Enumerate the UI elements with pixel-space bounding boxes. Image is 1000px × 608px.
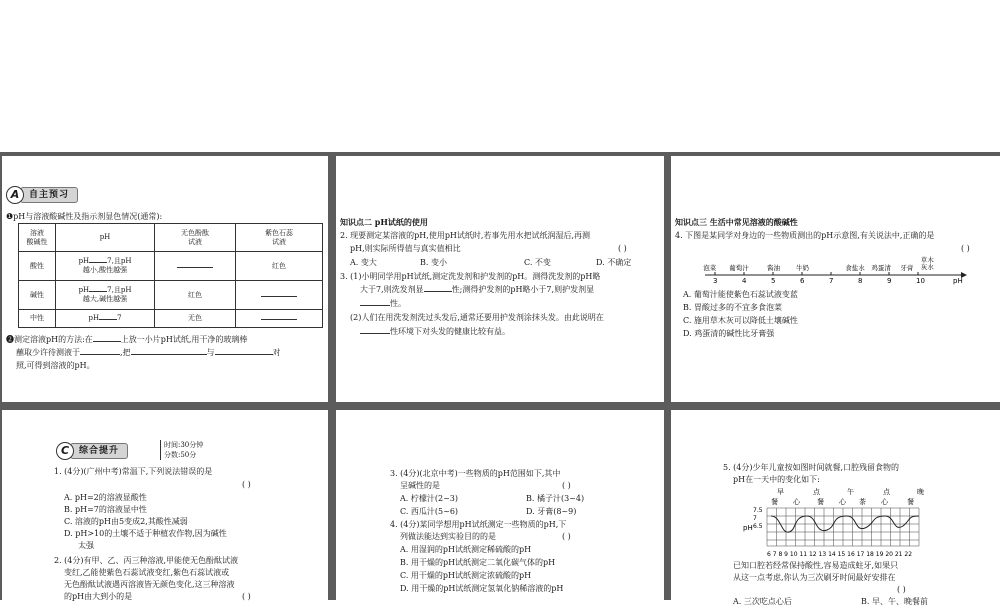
meal-label-2: 茶: [859, 498, 866, 506]
ph-scale-substance-label: 酱油: [767, 264, 780, 272]
y-tick-label: 7: [753, 515, 757, 522]
q4-text: 4. 下图是某同学对身边的一些物质测出的pH示意图,有关说法中,正确的是: [675, 231, 935, 240]
panel-knowledge-2: [336, 156, 664, 402]
heading-knowledge-2: 知识点二 pH试纸的使用: [340, 217, 428, 227]
cell-red: 红色: [155, 281, 236, 310]
q2-option-d[interactable]: D. 不确定: [596, 258, 632, 267]
q4-option-b[interactable]: B. 胃酸过多的不宜多食泡菜: [683, 303, 782, 312]
meal-label-2: 心: [793, 498, 800, 506]
meal-label-2: 餐: [817, 498, 824, 506]
q1-option-c[interactable]: C. 溶液的pH由5变成2,其酸性减弱: [64, 517, 188, 526]
q3-c: 性;测得护发剂的pH略小于7,则护发剂显: [451, 285, 595, 294]
indicator-table: [18, 223, 323, 328]
meal-label: 点: [883, 488, 890, 496]
badge-title: 综合提升: [70, 443, 128, 459]
item2-f: 对: [272, 348, 281, 357]
q2-line3: 无色酚酞试液遇丙溶液皆无颜色变化,这三种溶液: [64, 580, 235, 589]
blank[interactable]: [177, 267, 213, 268]
item2-b: 上放一小片pH试纸,用干净的玻璃棒: [120, 335, 248, 344]
time-limit: 时间:30分钟: [164, 441, 204, 449]
blank[interactable]: [360, 333, 390, 334]
blank[interactable]: [261, 319, 297, 320]
cell-ph: pH: [78, 257, 90, 265]
q2-line1: 2. (4分)有甲、乙、丙三种溶液,甲能使无色酚酞试液: [54, 556, 239, 565]
q5-paren: ( ): [897, 585, 906, 594]
q3-paren: ( ): [562, 481, 571, 490]
q4-line2: 列做法能达到实验目的的是: [400, 532, 496, 541]
score-total: 分数:50分: [164, 451, 197, 459]
q3-line5: [360, 326, 510, 338]
q4-option-c[interactable]: C. 施用草木灰可以降低土壤碱性: [683, 316, 798, 325]
ph-scale-substance-label: 灰水: [920, 263, 934, 271]
q2-line1: 2. 现要测定某溶液的pH,使用pH试纸时,若事先用水把试纸润湿后,再测: [340, 231, 590, 240]
q3-line4: (2)人们在用洗发剂洗过头发后,通常还要用护发剂涂抹头发。由此说明在: [350, 313, 604, 322]
q2-paren: ( ): [618, 244, 627, 253]
q2-option-b[interactable]: B. 变小: [420, 258, 447, 267]
q3-line3: [360, 298, 406, 310]
panel-questions-3-4: [336, 410, 664, 600]
q4-option-b[interactable]: B. 用干燥的pH试纸测定二氧化碳气体的pH: [400, 558, 556, 567]
ph-unit: pH: [953, 277, 963, 285]
ph-scale-substance-label: 鸡蛋清: [871, 264, 891, 272]
row-acid-label: 酸性: [19, 252, 56, 281]
ph-scale-substance-label: 牛奶: [796, 264, 809, 272]
q3-line2: 呈碱性的是: [400, 481, 440, 490]
ph-scale-tick-label: 3: [713, 277, 718, 285]
blank[interactable]: [93, 341, 121, 342]
blank[interactable]: [424, 291, 452, 292]
ph-scale-substance-label: 食盐水: [845, 264, 865, 272]
q5-option-a[interactable]: A. 三次吃点心后: [733, 597, 792, 606]
item2-e: 与: [206, 348, 215, 357]
ph-scale-substance-label: 葡萄汁: [729, 264, 749, 272]
q4-paren: ( ): [961, 244, 970, 253]
q1-text: 1. (4分)(广州中考)常温下,下列说法错误的是: [54, 467, 213, 476]
ph-scale-tick-label: 10: [916, 277, 925, 285]
panel-question-5: [671, 410, 1000, 606]
cell-ph-b: 7: [117, 314, 122, 322]
y-tick-label: 6.5: [753, 523, 763, 530]
q2-line2: 变红,乙能使紫色石蕊试液变红,紫色石蕊试液或: [64, 568, 230, 577]
heading-knowledge-3: 知识点三 生活中常见溶液的酸碱性: [675, 217, 798, 227]
meal-label-2: 餐: [907, 498, 914, 506]
q3-option-c[interactable]: C. 西瓜汁(5~6): [400, 507, 459, 516]
item2-c: 蘸取少许待测液于: [16, 348, 80, 357]
blank[interactable]: [89, 262, 107, 263]
blank[interactable]: [89, 291, 107, 292]
cell-ph-c: 越小,酸性越强: [82, 266, 128, 274]
ph-scale-tick-label: 8: [858, 277, 863, 285]
meal-label: 午: [847, 488, 854, 496]
blank[interactable]: [215, 354, 273, 355]
q4-option-a[interactable]: A. 用湿润的pH试纸测定稀硫酸的pH: [400, 545, 532, 554]
panel-knowledge-3: [671, 156, 1000, 402]
top-blank-area: [0, 0, 1000, 152]
q2-paren: ( ): [242, 592, 251, 601]
q2-line2: pH,则实际所得值与真实值相比: [350, 244, 461, 253]
cell-ph-b: 7,且pH: [107, 257, 132, 265]
ph-scale-substance-label: 草木: [920, 256, 934, 264]
panel-comprehensive: [2, 410, 328, 600]
x-axis-ticks: 6 7 8 9 10 11 12 13 14 15 16 17 18 19 20 21 22: [767, 551, 913, 558]
y-axis-label: pH: [743, 524, 753, 532]
row-base-label: 碱性: [19, 281, 56, 310]
item2-d: ,把: [120, 348, 131, 357]
cell-red: 红色: [236, 252, 323, 281]
th-litmus: 紫色石蕊: [265, 228, 293, 237]
q1-paren: ( ): [242, 480, 251, 489]
time-score-box: [160, 440, 203, 460]
q1-option-b[interactable]: B. pH=7的溶液显中性: [64, 505, 147, 514]
gutter-horizontal-middle: [0, 402, 1000, 410]
q4-paren: ( ): [562, 532, 571, 541]
panel-preview: [2, 156, 328, 402]
q5-option-b[interactable]: B. 早、午、晚餐前: [861, 597, 928, 606]
ph-meal-chart: [731, 486, 941, 558]
ph-scale-substance-label: 牙膏: [900, 264, 914, 272]
badge-letter: C: [56, 442, 74, 460]
q4-option-d[interactable]: D. 用干燥的pH试纸测定氢氧化钠稀溶液的pH: [400, 584, 564, 593]
badge-title: 自主预习: [20, 187, 78, 203]
meal-label-2: 心: [839, 498, 846, 506]
q1-option-d[interactable]: D. pH>10的土壤不适于种植农作物,因为碱性: [64, 529, 227, 538]
section-badge-c: [56, 442, 128, 460]
meal-label-2: 心: [881, 498, 888, 506]
q4-option-c[interactable]: C. 用干燥的pH试纸测定浓硫酸的pH: [400, 571, 532, 580]
meal-label: 点: [813, 488, 820, 496]
q3-f: 性环境下对头发的健康比较有益。: [390, 327, 510, 336]
item2-a: ❷测定溶液pH的方法:在: [6, 335, 93, 344]
cell-ph-c: 越大,碱性越强: [82, 295, 128, 303]
q5-line1: 5. (4分)少年儿童按如图时间就餐,口腔残留食物的: [723, 463, 900, 472]
cell-ph-b: 7,且pH: [107, 286, 132, 294]
ph-scale-tick-label: 7: [829, 277, 834, 285]
q4-option-d[interactable]: D. 鸡蛋清的碱性比牙膏强: [683, 329, 775, 338]
th-litmus-b: 试液: [272, 237, 286, 246]
q2-option-c[interactable]: C. 不变: [524, 258, 551, 267]
th-phenol-b: 试液: [188, 237, 202, 246]
th-phenol: 无色酚酞: [181, 228, 209, 237]
q2-line4: 的pH由大到小的是: [64, 592, 133, 601]
y-tick-label: 7.5: [753, 507, 763, 514]
th-solution-b: 酸碱性: [26, 237, 48, 246]
meal-label: 早: [777, 488, 784, 496]
q3-option-b[interactable]: B. 橘子汁(3~4): [526, 494, 585, 503]
badge-letter: A: [6, 186, 24, 204]
gutter-vertical-left: [328, 152, 336, 600]
gutter-vertical-right: [664, 152, 671, 600]
blank[interactable]: [131, 354, 207, 355]
ph-scale-tick-label: 4: [742, 277, 747, 285]
cell-ph: pH: [88, 314, 100, 322]
blank[interactable]: [99, 319, 117, 320]
q4-line1: 4. (4分)某同学想用pH试纸测定一些物质的pH,下: [390, 520, 567, 529]
q1-option-d-cont: 太强: [78, 541, 94, 550]
q4-option-a[interactable]: A. 葡萄汁能使紫色石蕊试液变蓝: [683, 290, 798, 299]
ph-scale-diagram: [701, 256, 991, 288]
q3-b: 大于7,则洗发剂显: [360, 285, 424, 294]
q3-line2: [360, 284, 594, 296]
q5-line4: 从这一点考虑,你认为三次刷牙时间最好安排在: [733, 573, 896, 582]
row-neutral-label: 中性: [19, 310, 56, 328]
item2-line2: [16, 347, 281, 359]
item1-text: ❶pH与溶液酸碱性及指示剂显色情况(通常):: [6, 212, 163, 221]
meal-label: 晚: [917, 488, 924, 496]
q3-line1: 3. (4分)(北京中考)一些物质的pH范围如下,其中: [390, 469, 561, 478]
q3-line1: 3. (1)小明同学用pH试纸,测定洗发剂和护发剂的pH。测得洗发剂的pH略: [340, 272, 601, 281]
item2-line3: 照,可得到溶液的pH。: [16, 361, 95, 370]
item2-line1: [6, 334, 247, 346]
q5-line2: pH在一天中的变化如下:: [733, 475, 820, 484]
blank[interactable]: [360, 305, 390, 306]
ph-scale-tick-label: 6: [800, 277, 805, 285]
cell-colorless: 无色: [155, 310, 236, 328]
meal-label-2: 餐: [771, 498, 778, 506]
ph-scale-tick-label: 5: [771, 277, 776, 285]
blank[interactable]: [261, 296, 297, 297]
q1-option-a[interactable]: A. pH=2的溶液显酸性: [64, 493, 147, 502]
ph-scale-tick-label: 9: [887, 277, 892, 285]
th-solution: 溶液: [30, 228, 44, 237]
q3-option-a[interactable]: A. 柠檬汁(2~3): [400, 494, 458, 503]
blank[interactable]: [80, 354, 120, 355]
q3-option-d[interactable]: D. 牙膏(8~9): [526, 507, 577, 516]
q3-d: 性。: [390, 299, 406, 308]
section-badge-a: [6, 186, 78, 204]
ph-scale-substance-label: 泡菜: [703, 264, 717, 272]
q5-line3: 已知口腔若经常保持酸性,容易造成蛀牙,如果只: [733, 561, 899, 570]
th-ph: pH: [56, 224, 155, 252]
q2-option-a[interactable]: A. 变大: [350, 258, 377, 267]
cell-ph: pH: [78, 286, 90, 294]
